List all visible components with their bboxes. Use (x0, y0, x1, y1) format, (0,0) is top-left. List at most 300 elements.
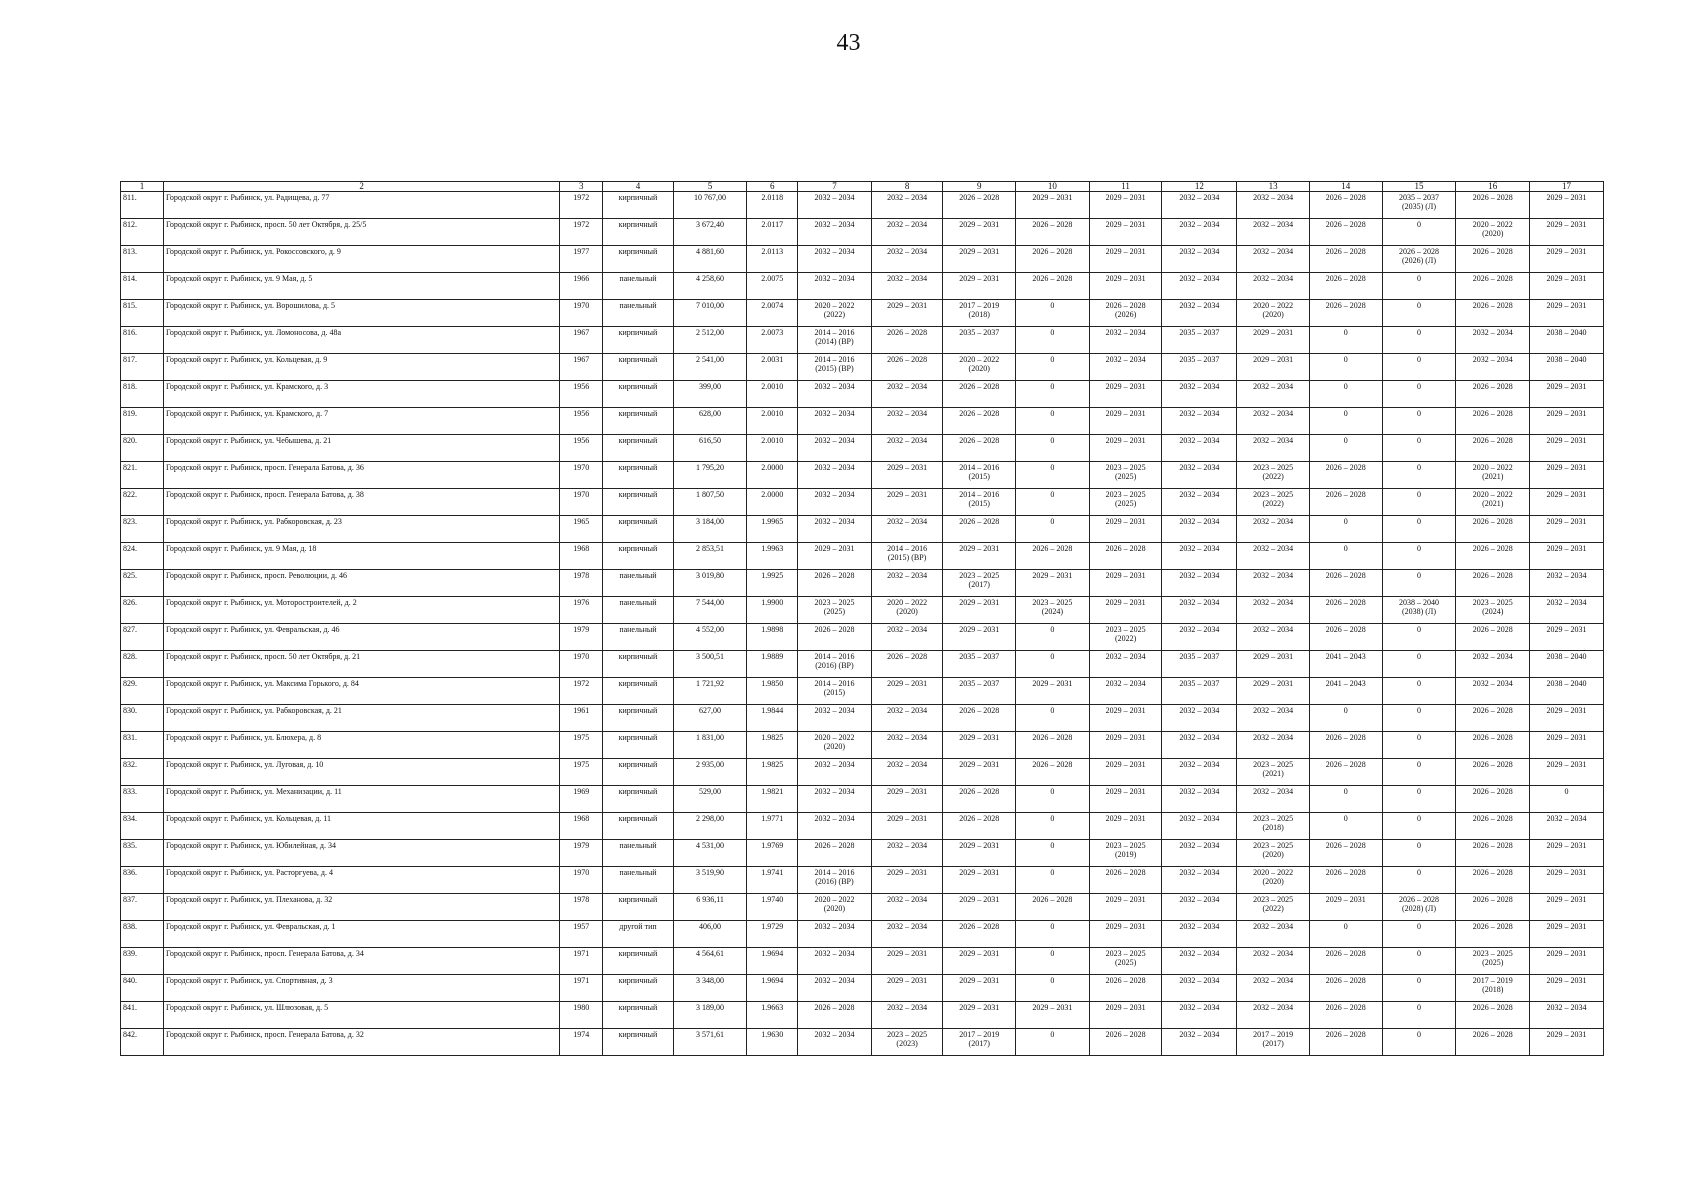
column-number-14: 14 (1309, 182, 1382, 192)
table-row (121, 435, 1604, 462)
period-col-9-cell: 2035 – 2037 (943, 327, 1016, 354)
period-col-14-cell: 2026 – 2028 (1309, 840, 1382, 867)
address-cell: Городской округ г. Рыбинск, ул. Максима Горького, д. 84 (163, 678, 559, 705)
period-col-7-cell: 2032 – 2034 (798, 435, 872, 462)
column-number-2: 2 (163, 182, 559, 192)
table-row (121, 300, 1604, 327)
period-col-16-cell: 2020 – 2022 (2021) (1456, 462, 1530, 489)
table-row (121, 678, 1604, 705)
period-col-16-cell: 2026 – 2028 (1456, 435, 1530, 462)
address-cell: Городской округ г. Рыбинск, просп. 50 лет Октября, д. 21 (163, 651, 559, 678)
period-col-11-cell: 2026 – 2028 (2026) (1089, 300, 1162, 327)
period-col-8-cell: 2029 – 2031 (871, 813, 943, 840)
period-col-13-cell: 2020 – 2022 (2020) (1237, 867, 1310, 894)
period-col-11-cell: 2029 – 2031 (1089, 408, 1162, 435)
period-col-16-cell: 2026 – 2028 (1456, 543, 1530, 570)
table-row (121, 624, 1604, 651)
period-col-13-cell: 2032 – 2034 (1237, 192, 1310, 219)
build-year-cell: 1956 (560, 408, 603, 435)
period-col-10-cell: 0 (1016, 867, 1090, 894)
period-col-15-cell: 0 (1382, 732, 1456, 759)
period-col-15-cell: 2038 – 2040 (2038) (Л) (1382, 597, 1456, 624)
period-col-17-cell: 2029 – 2031 (1530, 894, 1604, 921)
period-col-10-cell: 2026 – 2028 (1016, 732, 1090, 759)
build-year-cell: 1975 (560, 732, 603, 759)
row-number-cell: 818. (121, 381, 164, 408)
period-col-13-cell: 2029 – 2031 (1237, 651, 1310, 678)
period-col-8-cell: 2032 – 2034 (871, 921, 943, 948)
table-row (121, 597, 1604, 624)
period-col-13-cell: 2020 – 2022 (2020) (1237, 300, 1310, 327)
period-col-15-cell: 0 (1382, 975, 1456, 1002)
period-col-14-cell: 0 (1309, 921, 1382, 948)
area-cell: 3 184,00 (673, 516, 747, 543)
wall-material-cell: кирпичный (603, 408, 673, 435)
period-col-12-cell: 2032 – 2034 (1162, 408, 1237, 435)
build-year-cell: 1969 (560, 786, 603, 813)
period-col-10-cell: 0 (1016, 624, 1090, 651)
area-cell: 3 519,90 (673, 867, 747, 894)
period-col-8-cell: 2032 – 2034 (871, 894, 943, 921)
column-number-9: 9 (943, 182, 1016, 192)
period-col-12-cell: 2032 – 2034 (1162, 300, 1237, 327)
period-col-8-cell: 2029 – 2031 (871, 867, 943, 894)
area-cell: 2 298,00 (673, 813, 747, 840)
priority-index-cell: 1.9925 (747, 570, 798, 597)
period-col-10-cell: 0 (1016, 516, 1090, 543)
period-col-8-cell: 2014 – 2016 (2015) (ВР) (871, 543, 943, 570)
period-col-9-cell: 2026 – 2028 (943, 408, 1016, 435)
row-number-cell: 827. (121, 624, 164, 651)
build-year-cell: 1975 (560, 759, 603, 786)
row-number-cell: 822. (121, 489, 164, 516)
wall-material-cell: кирпичный (603, 975, 673, 1002)
period-col-12-cell: 2032 – 2034 (1162, 381, 1237, 408)
period-col-10-cell: 0 (1016, 840, 1090, 867)
row-number-cell: 820. (121, 435, 164, 462)
period-col-16-cell: 2023 – 2025 (2025) (1456, 948, 1530, 975)
table-row (121, 948, 1604, 975)
column-number-1: 1 (121, 182, 164, 192)
period-col-9-cell: 2017 – 2019 (2018) (943, 300, 1016, 327)
area-cell: 1 795,20 (673, 462, 747, 489)
period-col-13-cell: 2032 – 2034 (1237, 408, 1310, 435)
table-body (121, 192, 1604, 1056)
period-col-15-cell: 0 (1382, 435, 1456, 462)
row-number-cell: 830. (121, 705, 164, 732)
build-year-cell: 1978 (560, 570, 603, 597)
period-col-11-cell: 2029 – 2031 (1089, 705, 1162, 732)
table-row (121, 192, 1604, 219)
area-cell: 4 881,60 (673, 246, 747, 273)
period-col-17-cell: 2029 – 2031 (1530, 624, 1604, 651)
period-col-8-cell: 2029 – 2031 (871, 975, 943, 1002)
period-col-10-cell: 0 (1016, 489, 1090, 516)
period-col-10-cell: 2029 – 2031 (1016, 570, 1090, 597)
table-row (121, 921, 1604, 948)
period-col-14-cell: 0 (1309, 543, 1382, 570)
period-col-10-cell: 0 (1016, 327, 1090, 354)
period-col-8-cell: 2032 – 2034 (871, 273, 943, 300)
table-row (121, 813, 1604, 840)
period-col-8-cell: 2032 – 2034 (871, 219, 943, 246)
row-number-cell: 829. (121, 678, 164, 705)
period-col-13-cell: 2032 – 2034 (1237, 246, 1310, 273)
column-number-12: 12 (1162, 182, 1237, 192)
period-col-8-cell: 2032 – 2034 (871, 570, 943, 597)
wall-material-cell: панельный (603, 570, 673, 597)
period-col-12-cell: 2032 – 2034 (1162, 435, 1237, 462)
address-cell: Городской округ г. Рыбинск, ул. 9 Мая, д. 5 (163, 273, 559, 300)
period-col-9-cell: 2029 – 2031 (943, 219, 1016, 246)
priority-index-cell: 1.9965 (747, 516, 798, 543)
period-col-7-cell: 2032 – 2034 (798, 489, 872, 516)
period-col-10-cell: 0 (1016, 975, 1090, 1002)
table-row (121, 759, 1604, 786)
period-col-16-cell: 2032 – 2034 (1456, 327, 1530, 354)
period-col-11-cell: 2029 – 2031 (1089, 192, 1162, 219)
period-col-14-cell: 2026 – 2028 (1309, 300, 1382, 327)
period-col-16-cell: 2026 – 2028 (1456, 840, 1530, 867)
period-col-9-cell: 2035 – 2037 (943, 651, 1016, 678)
period-col-15-cell: 2026 – 2028 (2026) (Л) (1382, 246, 1456, 273)
area-cell: 3 189,00 (673, 1002, 747, 1029)
period-col-9-cell: 2029 – 2031 (943, 975, 1016, 1002)
period-col-10-cell: 2029 – 2031 (1016, 1002, 1090, 1029)
area-cell: 627,00 (673, 705, 747, 732)
period-col-15-cell: 0 (1382, 840, 1456, 867)
period-col-16-cell: 2026 – 2028 (1456, 1002, 1530, 1029)
period-col-16-cell: 2032 – 2034 (1456, 651, 1530, 678)
period-col-7-cell: 2032 – 2034 (798, 192, 872, 219)
period-col-8-cell: 2032 – 2034 (871, 759, 943, 786)
period-col-7-cell: 2014 – 2016 (2015) (ВР) (798, 354, 872, 381)
build-year-cell: 1970 (560, 300, 603, 327)
priority-index-cell: 1.9825 (747, 732, 798, 759)
wall-material-cell: кирпичный (603, 381, 673, 408)
area-cell: 3 348,00 (673, 975, 747, 1002)
period-col-16-cell: 2026 – 2028 (1456, 786, 1530, 813)
period-col-17-cell: 2032 – 2034 (1530, 570, 1604, 597)
priority-index-cell: 1.9898 (747, 624, 798, 651)
area-cell: 4 552,00 (673, 624, 747, 651)
build-year-cell: 1968 (560, 543, 603, 570)
period-col-17-cell: 2038 – 2040 (1530, 651, 1604, 678)
priority-index-cell: 2.0000 (747, 489, 798, 516)
period-col-10-cell: 0 (1016, 948, 1090, 975)
period-col-8-cell: 2020 – 2022 (2020) (871, 597, 943, 624)
area-cell: 1 721,92 (673, 678, 747, 705)
period-col-11-cell: 2023 – 2025 (2025) (1089, 489, 1162, 516)
period-col-8-cell: 2032 – 2034 (871, 516, 943, 543)
period-col-11-cell: 2023 – 2025 (2019) (1089, 840, 1162, 867)
address-cell: Городской округ г. Рыбинск, ул. Кольцевая, д. 11 (163, 813, 559, 840)
period-col-13-cell: 2032 – 2034 (1237, 1002, 1310, 1029)
column-number-8: 8 (871, 182, 943, 192)
period-col-9-cell: 2026 – 2028 (943, 921, 1016, 948)
period-col-17-cell: 2029 – 2031 (1530, 948, 1604, 975)
address-cell: Городской округ г. Рыбинск, ул. Расторгуева, д. 4 (163, 867, 559, 894)
period-col-17-cell: 2032 – 2034 (1530, 813, 1604, 840)
address-cell: Городской округ г. Рыбинск, просп. Генерала Батова, д. 38 (163, 489, 559, 516)
row-number-cell: 836. (121, 867, 164, 894)
period-col-14-cell: 2026 – 2028 (1309, 489, 1382, 516)
period-col-17-cell: 2029 – 2031 (1530, 300, 1604, 327)
period-col-15-cell: 0 (1382, 273, 1456, 300)
priority-index-cell: 1.9694 (747, 948, 798, 975)
period-col-16-cell: 2026 – 2028 (1456, 246, 1530, 273)
period-col-14-cell: 0 (1309, 705, 1382, 732)
period-col-7-cell: 2026 – 2028 (798, 840, 872, 867)
build-year-cell: 1978 (560, 894, 603, 921)
priority-index-cell: 1.9963 (747, 543, 798, 570)
address-cell: Городской округ г. Рыбинск, ул. Спортивная, д. 3 (163, 975, 559, 1002)
address-cell: Городской округ г. Рыбинск, просп. 50 лет Октября, д. 25/5 (163, 219, 559, 246)
wall-material-cell: кирпичный (603, 219, 673, 246)
period-col-10-cell: 2023 – 2025 (2024) (1016, 597, 1090, 624)
period-col-7-cell: 2026 – 2028 (798, 1002, 872, 1029)
table-row (121, 543, 1604, 570)
period-col-9-cell: 2026 – 2028 (943, 705, 1016, 732)
period-col-14-cell: 2026 – 2028 (1309, 462, 1382, 489)
period-col-15-cell: 0 (1382, 570, 1456, 597)
period-col-10-cell: 0 (1016, 813, 1090, 840)
period-col-14-cell: 2026 – 2028 (1309, 192, 1382, 219)
address-cell: Городской округ г. Рыбинск, ул. Рокоссовского, д. 9 (163, 246, 559, 273)
area-cell: 7 544,00 (673, 597, 747, 624)
build-year-cell: 1972 (560, 678, 603, 705)
column-number-10: 10 (1016, 182, 1090, 192)
period-col-12-cell: 2032 – 2034 (1162, 948, 1237, 975)
period-col-7-cell: 2020 – 2022 (2022) (798, 300, 872, 327)
period-col-9-cell: 2026 – 2028 (943, 381, 1016, 408)
period-col-12-cell: 2032 – 2034 (1162, 840, 1237, 867)
wall-material-cell: кирпичный (603, 192, 673, 219)
build-year-cell: 1968 (560, 813, 603, 840)
priority-index-cell: 1.9821 (747, 786, 798, 813)
wall-material-cell: другой тип (603, 921, 673, 948)
period-col-17-cell: 2038 – 2040 (1530, 678, 1604, 705)
period-col-8-cell: 2032 – 2034 (871, 381, 943, 408)
period-col-9-cell: 2023 – 2025 (2017) (943, 570, 1016, 597)
address-cell: Городской округ г. Рыбинск, ул. Крамского, д. 3 (163, 381, 559, 408)
period-col-12-cell: 2032 – 2034 (1162, 705, 1237, 732)
period-col-15-cell: 0 (1382, 1002, 1456, 1029)
row-number-cell: 813. (121, 246, 164, 273)
area-cell: 529,00 (673, 786, 747, 813)
period-col-12-cell: 2032 – 2034 (1162, 732, 1237, 759)
period-col-11-cell: 2029 – 2031 (1089, 1002, 1162, 1029)
row-number-cell: 832. (121, 759, 164, 786)
period-col-15-cell: 0 (1382, 948, 1456, 975)
wall-material-cell: кирпичный (603, 462, 673, 489)
period-col-17-cell: 2029 – 2031 (1530, 867, 1604, 894)
period-col-7-cell: 2032 – 2034 (798, 273, 872, 300)
period-col-14-cell: 2026 – 2028 (1309, 246, 1382, 273)
period-col-17-cell: 2029 – 2031 (1530, 516, 1604, 543)
period-col-8-cell: 2029 – 2031 (871, 678, 943, 705)
row-number-cell: 825. (121, 570, 164, 597)
column-number-5: 5 (673, 182, 747, 192)
priority-index-cell: 1.9630 (747, 1029, 798, 1056)
row-number-cell: 812. (121, 219, 164, 246)
period-col-15-cell: 0 (1382, 786, 1456, 813)
period-col-12-cell: 2035 – 2037 (1162, 678, 1237, 705)
build-year-cell: 1970 (560, 489, 603, 516)
period-col-11-cell: 2032 – 2034 (1089, 651, 1162, 678)
period-col-12-cell: 2035 – 2037 (1162, 327, 1237, 354)
area-cell: 3 500,51 (673, 651, 747, 678)
table-row (121, 651, 1604, 678)
period-col-14-cell: 2026 – 2028 (1309, 732, 1382, 759)
period-col-12-cell: 2032 – 2034 (1162, 813, 1237, 840)
period-col-11-cell: 2026 – 2028 (1089, 1029, 1162, 1056)
table-row (121, 381, 1604, 408)
period-col-7-cell: 2026 – 2028 (798, 624, 872, 651)
period-col-14-cell: 2026 – 2028 (1309, 273, 1382, 300)
build-year-cell: 1976 (560, 597, 603, 624)
period-col-13-cell: 2023 – 2025 (2018) (1237, 813, 1310, 840)
period-col-14-cell: 0 (1309, 327, 1382, 354)
wall-material-cell: панельный (603, 624, 673, 651)
period-col-17-cell: 2029 – 2031 (1530, 921, 1604, 948)
period-col-8-cell: 2032 – 2034 (871, 408, 943, 435)
area-cell: 6 936,11 (673, 894, 747, 921)
period-col-17-cell: 2029 – 2031 (1530, 246, 1604, 273)
period-col-11-cell: 2029 – 2031 (1089, 246, 1162, 273)
table-row (121, 219, 1604, 246)
period-col-9-cell: 2029 – 2031 (943, 246, 1016, 273)
period-col-13-cell: 2032 – 2034 (1237, 786, 1310, 813)
period-col-14-cell: 2026 – 2028 (1309, 624, 1382, 651)
priority-index-cell: 1.9740 (747, 894, 798, 921)
address-cell: Городской округ г. Рыбинск, просп. Революции, д. 46 (163, 570, 559, 597)
period-col-10-cell: 2029 – 2031 (1016, 678, 1090, 705)
period-col-10-cell: 2026 – 2028 (1016, 543, 1090, 570)
wall-material-cell: панельный (603, 300, 673, 327)
period-col-9-cell: 2017 – 2019 (2017) (943, 1029, 1016, 1056)
period-col-16-cell: 2026 – 2028 (1456, 408, 1530, 435)
wall-material-cell: панельный (603, 273, 673, 300)
row-number-cell: 841. (121, 1002, 164, 1029)
column-number-3: 3 (560, 182, 603, 192)
period-col-15-cell: 0 (1382, 759, 1456, 786)
period-col-15-cell: 0 (1382, 408, 1456, 435)
period-col-14-cell: 2026 – 2028 (1309, 570, 1382, 597)
period-col-15-cell: 2026 – 2028 (2028) (Л) (1382, 894, 1456, 921)
period-col-12-cell: 2032 – 2034 (1162, 543, 1237, 570)
period-col-14-cell: 0 (1309, 786, 1382, 813)
period-col-12-cell: 2032 – 2034 (1162, 570, 1237, 597)
area-cell: 399,00 (673, 381, 747, 408)
area-cell: 7 010,00 (673, 300, 747, 327)
period-col-17-cell: 2029 – 2031 (1530, 219, 1604, 246)
period-col-17-cell: 2032 – 2034 (1530, 597, 1604, 624)
wall-material-cell: панельный (603, 840, 673, 867)
address-cell: Городской округ г. Рыбинск, ул. Луговая, д. 10 (163, 759, 559, 786)
period-col-13-cell: 2032 – 2034 (1237, 624, 1310, 651)
period-col-16-cell: 2026 – 2028 (1456, 624, 1530, 651)
period-col-11-cell: 2029 – 2031 (1089, 894, 1162, 921)
period-col-10-cell: 2026 – 2028 (1016, 894, 1090, 921)
address-cell: Городской округ г. Рыбинск, просп. Генерала Батова, д. 36 (163, 462, 559, 489)
period-col-8-cell: 2023 – 2025 (2023) (871, 1029, 943, 1056)
period-col-8-cell: 2029 – 2031 (871, 300, 943, 327)
period-col-8-cell: 2029 – 2031 (871, 489, 943, 516)
area-cell: 4 531,00 (673, 840, 747, 867)
period-col-17-cell: 2029 – 2031 (1530, 975, 1604, 1002)
build-year-cell: 1967 (560, 327, 603, 354)
period-col-9-cell: 2020 – 2022 (2020) (943, 354, 1016, 381)
period-col-14-cell: 0 (1309, 516, 1382, 543)
period-col-9-cell: 2029 – 2031 (943, 840, 1016, 867)
address-cell: Городской округ г. Рыбинск, ул. Рабкоровская, д. 21 (163, 705, 559, 732)
period-col-13-cell: 2023 – 2025 (2022) (1237, 489, 1310, 516)
period-col-9-cell: 2026 – 2028 (943, 786, 1016, 813)
period-col-17-cell: 2029 – 2031 (1530, 408, 1604, 435)
period-col-13-cell: 2023 – 2025 (2021) (1237, 759, 1310, 786)
priority-index-cell: 2.0118 (747, 192, 798, 219)
address-cell: Городской округ г. Рыбинск, ул. Юбилейная, д. 34 (163, 840, 559, 867)
period-col-9-cell: 2014 – 2016 (2015) (943, 489, 1016, 516)
period-col-16-cell: 2026 – 2028 (1456, 813, 1530, 840)
row-number-cell: 837. (121, 894, 164, 921)
priority-index-cell: 1.9889 (747, 651, 798, 678)
period-col-7-cell: 2020 – 2022 (2020) (798, 732, 872, 759)
period-col-12-cell: 2032 – 2034 (1162, 759, 1237, 786)
period-col-13-cell: 2017 – 2019 (2017) (1237, 1029, 1310, 1056)
priority-index-cell: 1.9771 (747, 813, 798, 840)
period-col-10-cell: 2026 – 2028 (1016, 246, 1090, 273)
table-row (121, 867, 1604, 894)
period-col-10-cell: 0 (1016, 651, 1090, 678)
row-number-cell: 821. (121, 462, 164, 489)
period-col-8-cell: 2032 – 2034 (871, 732, 943, 759)
row-number-cell: 819. (121, 408, 164, 435)
period-col-12-cell: 2032 – 2034 (1162, 219, 1237, 246)
area-cell: 406,00 (673, 921, 747, 948)
area-cell: 2 541,00 (673, 354, 747, 381)
period-col-17-cell: 2029 – 2031 (1530, 462, 1604, 489)
address-cell: Городской округ г. Рыбинск, ул. Февральская, д. 46 (163, 624, 559, 651)
period-col-12-cell: 2032 – 2034 (1162, 921, 1237, 948)
period-col-13-cell: 2032 – 2034 (1237, 516, 1310, 543)
period-col-17-cell: 2029 – 2031 (1530, 732, 1604, 759)
address-cell: Городской округ г. Рыбинск, ул. Блюхера, д. 8 (163, 732, 559, 759)
period-col-9-cell: 2029 – 2031 (943, 894, 1016, 921)
period-col-16-cell: 2032 – 2034 (1456, 354, 1530, 381)
row-number-cell: 833. (121, 786, 164, 813)
wall-material-cell: кирпичный (603, 759, 673, 786)
period-col-12-cell: 2032 – 2034 (1162, 516, 1237, 543)
period-col-8-cell: 2029 – 2031 (871, 948, 943, 975)
build-year-cell: 1974 (560, 1029, 603, 1056)
priority-index-cell: 2.0010 (747, 381, 798, 408)
table-row (121, 894, 1604, 921)
period-col-13-cell: 2029 – 2031 (1237, 354, 1310, 381)
priority-index-cell: 2.0073 (747, 327, 798, 354)
column-number-6: 6 (747, 182, 798, 192)
period-col-9-cell: 2035 – 2037 (943, 678, 1016, 705)
period-col-15-cell: 0 (1382, 462, 1456, 489)
wall-material-cell: кирпичный (603, 435, 673, 462)
build-year-cell: 1980 (560, 1002, 603, 1029)
period-col-7-cell: 2023 – 2025 (2025) (798, 597, 872, 624)
column-number-15: 15 (1382, 182, 1456, 192)
area-cell: 4 564,61 (673, 948, 747, 975)
period-col-12-cell: 2032 – 2034 (1162, 975, 1237, 1002)
period-col-7-cell: 2032 – 2034 (798, 246, 872, 273)
